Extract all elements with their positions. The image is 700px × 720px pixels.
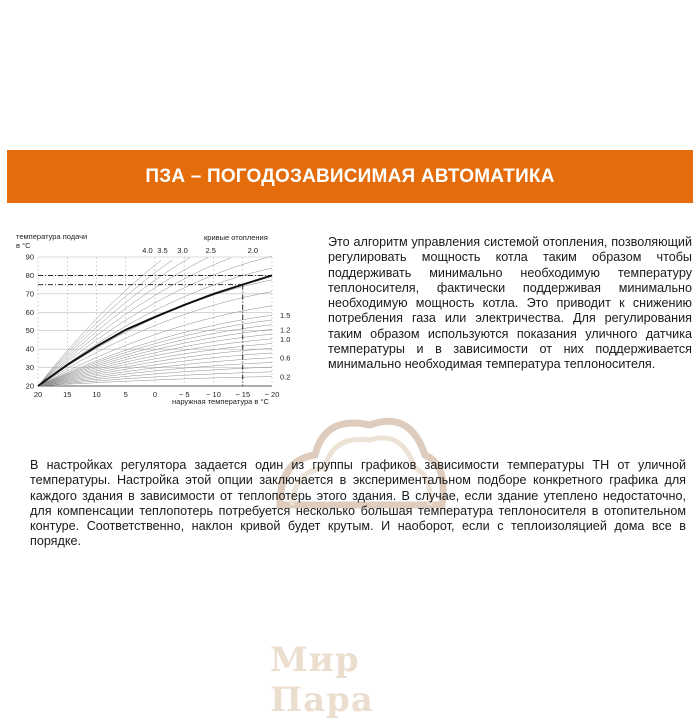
settings-paragraph: В настройках регулятора задается один из группы графиков зависимости температуры ТН от уличной температуры. Настройка этой опции заключается в экспериментальном подборе конкретного графика для каждого здания в зависимости от теплопотерь этого здания. В случае, если здание утеплено недостаточно, для компенсации теплопотерь потребуется несколько большая температура теплоносителя в отопительном контуре. Соответственно, наклон кривой будет крутым. И наоборот, если с теплоизоляцией дома все в порядке. [30,458,686,549]
curve-label: 1.5 [280,311,291,321]
curve-label: 0.2 [280,372,291,382]
y-tick-label: 50 [25,326,34,336]
chart-grid [38,257,272,386]
curve-label: 0.6 [280,353,291,363]
y-axis-label-line2: в °С [16,241,31,250]
y-axis-label [16,232,87,250]
curve-label: 1.0 [280,334,291,344]
x-tick-label: − 20 [264,390,280,399]
curve-label: 4.0 [142,246,153,255]
y-tick-labels [26,253,34,391]
curve-label: 2.5 [205,246,216,255]
curve-label: 3.0 [177,246,188,255]
x-tick-label: − 5 [178,390,190,399]
y-tick-label: 40 [25,344,34,354]
x-axis-label: наружная температура в °С [172,397,269,406]
x-tick-label: − 10 [206,390,221,399]
x-tick-label: 15 [63,390,72,399]
x-tick-label: 10 [92,390,101,399]
y-tick-label: 20 [25,381,34,391]
curve-label: 2.0 [247,246,259,255]
title-banner [7,150,693,203]
y-tick-label: 80 [25,270,34,280]
x-tick-label: 20 [33,390,43,399]
intro-paragraph: Это алгоритм управления системой отопления, позволяющий регулировать мощность котла таким образом чтобы поддерживать минимально необходимую температуру теплоносителя, фактически поддерживая минимально необходимую мощность котла. Это приводит к снижению потребления газа или электричества. Для регулирования таким образом используются показания уличного датчика температуры и в зависимости от них поддерживается минимально необходимая температура теплоносителя. [328,235,692,372]
x-tick-label: 5 [123,390,128,399]
slide-title: ПЗА – ПОГОДОЗАВИСИМАЯ АВТОМАТИКА [145,165,555,187]
y-tick-label: 90 [25,252,34,262]
x-tick-label: − 15 [235,390,251,399]
watermark-text: Мир Пара [270,640,374,720]
x-tick-label: 0 [152,390,158,399]
heating-curve-chart [14,222,304,412]
y-tick-label: 30 [25,363,34,373]
y-tick-label: 60 [25,307,34,317]
curve-label: 1.2 [280,325,291,335]
curve-label: 3.5 [157,246,168,255]
curves-label: кривые отопления [204,233,268,242]
y-axis-label-line1: температура подачи [16,232,88,241]
y-tick-label: 70 [25,289,34,299]
